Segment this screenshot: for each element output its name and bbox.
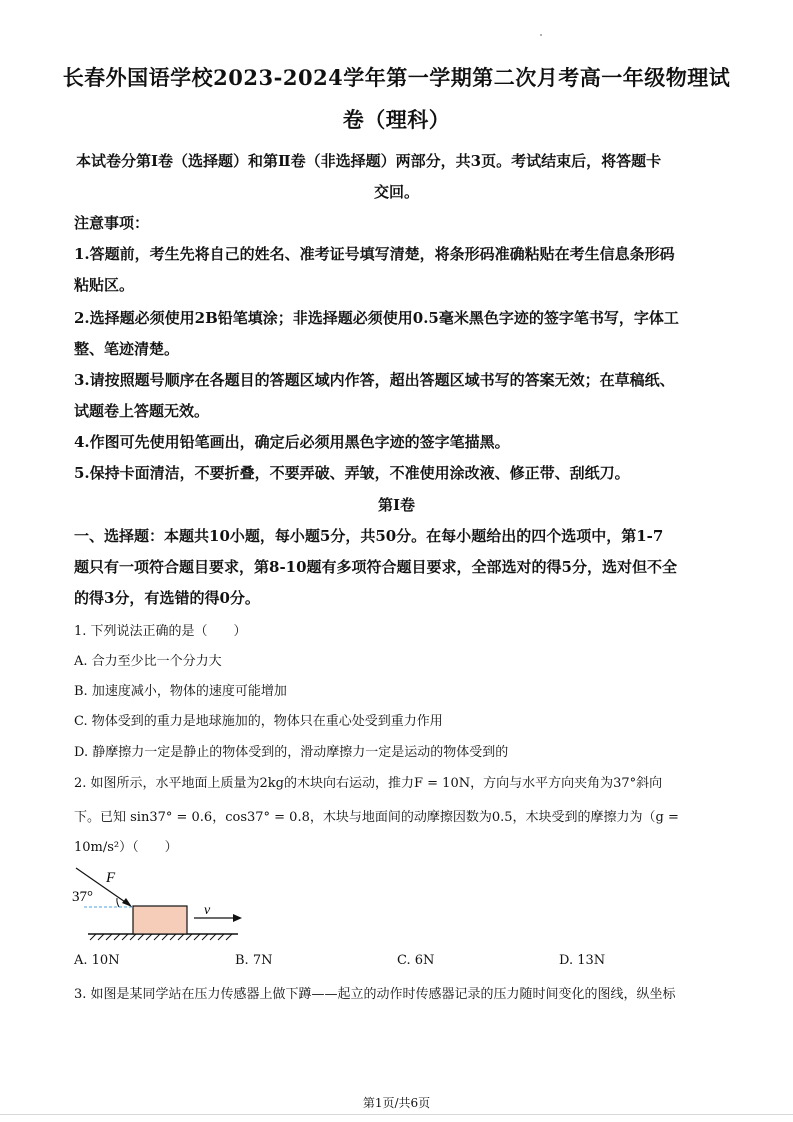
exam-title-line1: 长春外国语学校2023-2024学年第一学期第二次月考高一年级物理试 [62,65,731,90]
section-title: 第Ⅰ卷 [377,496,416,514]
page-bottom-edge [0,1114,793,1115]
q2-option-b: B. 7N [235,953,273,968]
exam-title-line2: 卷（理科） [342,107,451,132]
section-instructions-line1: 一、选择题：本题共10小题，每小题5分，共50分。在每小题给出的四个选项中，第1-7 [74,527,664,545]
intro-line2: 交回。 [373,183,419,201]
q2-stem-line2: 下。已知 sin37° = 0.6，cos37° = 0.8，木块与地面间的动摩擦因数为0.5，木块受到的摩擦力为（g = [74,810,679,825]
note-3-line2: 试题卷上答题无效。 [74,402,210,420]
force-label: F [106,870,116,886]
page-number: 第1页/共6页 [362,1096,431,1110]
angle-arc [117,898,119,907]
q1-option-d: D. 静摩擦力一定是静止的物体受到的，滑动摩擦力一定是运动的物体受到的 [74,745,509,760]
velocity-arrowhead-icon [233,914,242,922]
q2-option-c: C. 6N [397,953,435,968]
wooden-block [133,906,187,934]
notes-heading: 注意事项： [74,214,150,232]
note-4: 4.作图可先使用铅笔画出，确定后必须用黑色字迹的签字笔描黑。 [74,433,510,451]
scan-dot [540,34,542,36]
note-5: 5.保持卡面清洁，不要折叠，不要弄破、弄皱，不准使用涂改液、修正带、刮纸刀。 [74,464,630,482]
section-instructions-line2: 题只有一项符合题目要求，第8-10题有多项符合题目要求，全部选对的得5分，选对但不全 [74,558,677,576]
velocity-label: v [204,903,211,918]
note-2-line2: 整、笔迹清楚。 [74,340,180,358]
section-instructions-line3: 的得3分，有选错的得0分。 [74,589,260,607]
q2-stem-line3: 10m/s²）（ ） [74,840,178,855]
force-arrowhead-icon [122,898,132,907]
q2-option-a: A. 10N [74,953,120,968]
q1-stem: 1. 下列说法正确的是（ ） [74,624,247,639]
intro-line1: 本试卷分第Ⅰ卷（选择题）和第Ⅱ卷（非选择题）两部分，共3页。考试结束后，将答题卡 [76,152,662,170]
ground-hatching [90,934,232,940]
angle-label: 37° [72,889,93,905]
note-1-line2: 粘贴区。 [74,276,135,294]
q1-option-c: C. 物体受到的重力是地球施加的，物体只在重心处受到重力作用 [74,714,443,729]
note-1-line1: 1.答题前，考生先将自己的姓名、准考证号填写清楚，将条形码准确粘贴在考生信息条形码 [74,245,675,263]
q2-option-d: D. 13N [559,953,606,968]
q3-stem-line1: 3. 如图是某同学站在压力传感器上做下蹲——起立的动作时传感器记录的压力随时间变化的图线，纵坐标 [74,987,676,1002]
block-force-diagram [70,862,250,944]
q2-stem-line1: 2. 如图所示，水平地面上质量为2kg的木块向右运动，推力F = 10N，方向与水平方向夹角为37°斜向 [74,776,663,791]
note-3-line1: 3.请按照题号顺序在各题目的答题区域内作答，超出答题区域书写的答案无效；在草稿纸、 [74,371,675,389]
note-2-line1: 2.选择题必须使用2B铅笔填涂；非选择题必须使用0.5毫米黑色字迹的签字笔书写，字体工 [74,309,679,327]
q1-option-a: A. 合力至少比一个分力大 [74,654,222,669]
q1-option-b: B. 加速度减小，物体的速度可能增加 [74,684,287,699]
